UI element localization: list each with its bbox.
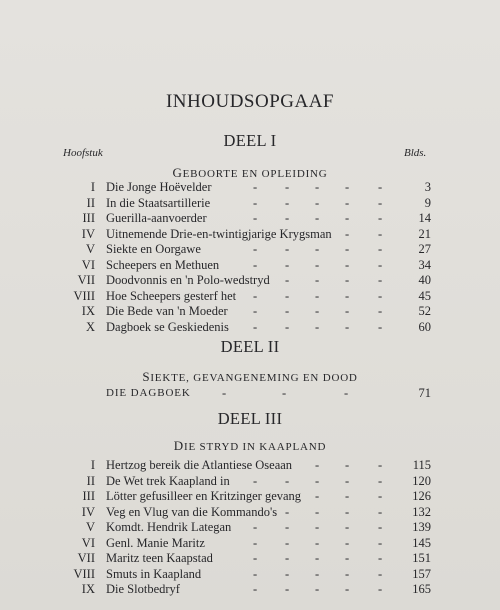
chapter-title: Doodvonnis en 'n Polo-wedstryd [106,273,270,287]
page-number: 71 [418,386,431,400]
leader-dash: - [378,566,383,581]
leader-dash: - [345,551,350,565]
chapter-number: VIII [73,566,95,581]
leader-dash: - [345,535,350,550]
leader-dash: - [315,473,320,488]
chapter-title: Lötter gefusilleer en Kritzinger gevang [106,489,302,503]
toc-entry [0,211,500,226]
leader-dash: - [253,257,258,272]
leader-dash: - [285,257,290,272]
leader-dash: - [285,211,290,225]
page-number: 14 [418,211,431,225]
leader-dash: - [315,504,320,519]
page-number: 3 [424,180,431,194]
page-number: 120 [412,473,431,488]
leader-dash: - [253,520,258,534]
leader-dash: - [378,504,383,519]
leader-dash: - [285,180,290,194]
leader-dash: - [345,273,350,287]
toc-entry [0,551,500,566]
part-subtitle: GEBOORTE EN OPLEIDING [172,165,328,180]
chapter-title: Maritz teen Kaapstad [106,551,213,565]
leader-dash: - [345,489,350,503]
chapter-title: Siekte en Oorgawe [106,242,201,256]
toc-entry [0,242,500,257]
chapter-number: VI [81,257,95,272]
page-number: 52 [418,304,431,318]
leader-dash: - [315,288,320,303]
leader-dash: - [253,582,258,596]
chapter-number: V [85,242,95,256]
page-number: 45 [418,288,431,303]
leader-dash: - [378,319,383,334]
chapter-title: In die Staatsartillerie [106,195,211,210]
leader-dash: - [345,242,350,256]
chapter-number: VI [81,535,95,550]
chapter-title: Veg en Vlug van die Kommando's [106,504,278,519]
leader-dash: - [378,195,383,210]
chapter-number: IX [81,582,95,596]
leader-dash: - [315,535,320,550]
page-number: 115 [412,458,431,472]
chapter-number: I [90,180,95,194]
toc-entry [0,489,500,504]
chapter-title: Die Bede van 'n Moeder [106,304,228,318]
leader-dash: - [345,180,350,194]
leader-dash: - [285,304,290,318]
toc-entry [0,320,500,335]
toc-entry [0,289,500,304]
page-number: 139 [412,520,431,534]
leader-dash: - [378,551,383,565]
toc-entry [0,536,500,551]
leader-dash: - [378,473,383,488]
chapter-title: Uitnemende Drie-en-twintigjarige Krygsman [106,226,332,241]
page-title: INHOUDSOPGAAF [165,91,335,112]
leader-dash: - [315,319,320,334]
leader-dash: - [315,211,320,225]
leader-dash: - [378,180,383,194]
chapter-number: I [90,458,95,472]
leader-dash: - [315,551,320,565]
leader-dash: - [285,582,290,596]
toc-entry [0,567,500,582]
leader-dash: - [253,195,258,210]
page-number: 27 [418,242,431,256]
leader-dash: - [253,551,258,565]
leader-dash: - [315,458,320,472]
chapter-title: Die Slotbedryf [106,582,180,596]
column-label-chapter: Hoofstuk [63,147,103,159]
leader-dash: - [345,566,350,581]
part-heading: DEEL II [220,337,280,356]
chapter-title: Genl. Manie Maritz [106,535,205,550]
chapter-number: III [82,211,95,225]
leader-dash: - [345,257,350,272]
page-number: 132 [412,504,431,519]
leader-dash: - [253,304,258,318]
chapter-number: X [85,319,95,334]
toc-entry [0,474,500,489]
leader-dash: - [378,226,383,241]
chapter-title: Guerilla-aanvoerder [106,211,207,225]
leader-dash: - [345,304,350,318]
chapter-number: VII [77,273,95,287]
chapter-number: IV [81,226,95,241]
column-label-pages: Blds. [404,147,427,159]
leader-dash: - [285,566,290,581]
chapter-number: IX [81,304,95,318]
leader-dash: - [285,504,290,519]
leader-dash: - [253,566,258,581]
leader-dash: - [285,273,290,287]
leader-dash: - [315,273,320,287]
chapter-number: IV [81,504,95,519]
page-number: 9 [424,195,431,210]
leader-dash: - [315,257,320,272]
page-number: 151 [412,551,431,565]
page-number: 126 [412,489,431,503]
toc-entry [0,258,500,273]
leader-dash: - [345,520,350,534]
toc-entry [0,196,500,211]
leader-dash: - [378,489,383,503]
chapter-title: De Wet trek Kaapland in [106,473,230,488]
leader-dash: - [378,535,383,550]
leader-dash: - [285,520,290,534]
leader-dash: - [315,242,320,256]
leader-dash: - [378,520,383,534]
chapter-title: Smuts in Kaapland [106,566,202,581]
leader-dash: - [253,319,258,334]
leader-dash: - [378,242,383,256]
leader-dash: - [253,473,258,488]
leader-dash: - [253,242,258,256]
leader-dash: - [378,211,383,225]
leader-dash: - [345,211,350,225]
leader-dash: - [345,582,350,596]
leader-dash: - [345,473,350,488]
chapter-number: II [86,195,95,210]
chapter-number: III [82,489,95,503]
toc-entry [0,458,500,473]
chapter-number: V [85,520,95,534]
chapter-title: Hertzog bereik die Atlantiese Oseaan [106,458,293,472]
leader-dash: - [285,319,290,334]
leader-dash: - [315,180,320,194]
leader-dash: - [315,520,320,534]
chapter-title: Komdt. Hendrik Lategan [106,520,232,534]
leader-dash: - [285,288,290,303]
leader-dash: - [345,504,350,519]
chapter-title: Die Jonge Hoëvelder [106,180,212,194]
leader-dash: - [345,226,350,241]
chapter-title: Scheepers en Methuen [106,257,220,272]
chapter-title: Dagboek se Geskiedenis [106,319,229,334]
toc-entry [0,520,500,535]
leader-dash: - [315,489,320,503]
chapter-title: Hoe Scheepers gesterf het [106,288,237,303]
leader-dash: - [253,288,258,303]
toc-entry [0,304,500,319]
leader-dash: - [378,458,383,472]
toc-entry [0,505,500,520]
leader-dash: - [253,535,258,550]
leader-dash: - [378,582,383,596]
leader-dash: - [345,458,350,472]
toc-entry [0,582,500,597]
part-subtitle: SIEKTE, GEVANGENEMING EN DOOD [142,369,358,384]
leader-dash: - [378,288,383,303]
leader-dash: - [315,582,320,596]
leader-dash: - [285,535,290,550]
leader-dash: - [253,211,258,225]
entry-title: DIE DAGBOEK [106,387,191,399]
chapter-number: II [86,473,95,488]
toc-entry [0,273,500,288]
page-number: 40 [418,273,431,287]
leader-dash: - [285,195,290,210]
leader-dash: - [378,257,383,272]
part-heading: DEEL III [217,409,283,428]
page-number: 34 [418,257,431,272]
page-number: 21 [418,226,431,241]
leader-dash: - [378,304,383,318]
page-number: 157 [412,566,431,581]
toc-entry [0,227,500,242]
leader-dash: - [253,180,258,194]
toc-entry: DIE DAGBOEK - - - 71 [106,386,431,400]
leader-dash: - [345,195,350,210]
leader-dash: - [315,195,320,210]
leader-dash: - [345,288,350,303]
page-number: 145 [412,535,431,550]
part-heading: DEEL I [223,131,277,150]
leader-dash: - [345,319,350,334]
chapter-number: VIII [73,288,95,303]
leader-dash: - [285,551,290,565]
toc-entry [0,180,500,195]
page-number: 60 [418,319,431,334]
leader-dash: - [315,304,320,318]
leader-dash: - [285,242,290,256]
leader-dash: - [285,473,290,488]
leader-dash: - [378,273,383,287]
part-subtitle: DIE STRYD IN KAAPLAND [173,438,327,453]
chapter-number: VII [77,551,95,565]
page-number: 165 [412,582,431,596]
leader-dash: - [315,566,320,581]
